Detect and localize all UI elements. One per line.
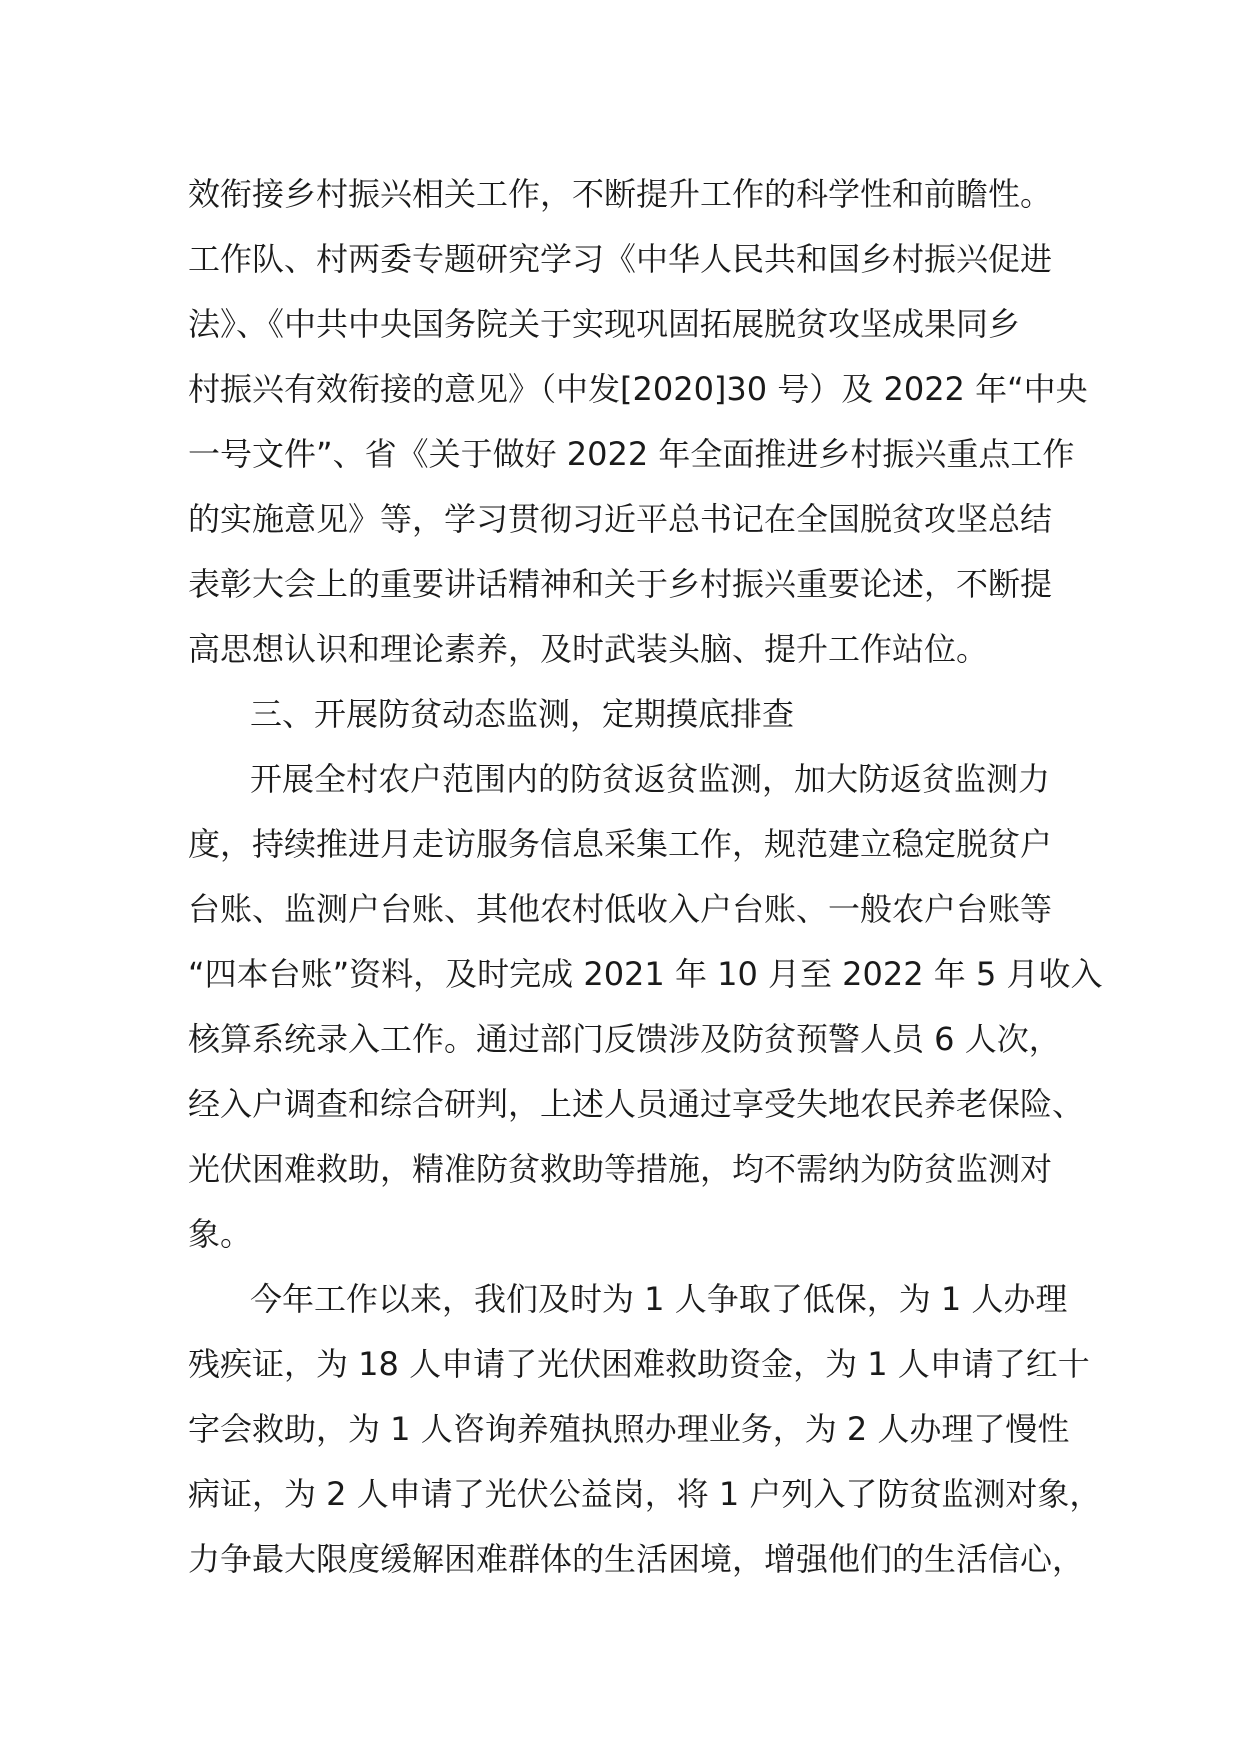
text-line: 字会救助，为 1 人咨询养殖执照办理业务，为 2 人办理了慢性 (188, 1410, 1070, 1448)
paragraph-continuation (188, 162, 1088, 682)
paragraph-assistance (188, 1267, 1102, 1592)
text-line: 法》、《中共中央国务院关于实现巩固拓展脱贫攻坚成果同乡 (188, 305, 1021, 343)
text-line: 病证，为 2 人申请了光伏公益岗，将 1 户列入了防贫监测对象， (188, 1475, 1102, 1513)
text-line: 表彰大会上的重要讲话精神和关于乡村振兴重要论述，不断提 (188, 565, 1053, 603)
text-line: 一号文件”、省《关于做好 2022 年全面推进乡村振兴重点工作 (188, 435, 1075, 473)
text-line: 今年工作以来，我们及时为 1 人争取了低保，为 1 人办理 (250, 1280, 1068, 1318)
section-heading: 三、开展防贫动态监测，定期摸底排查 (250, 695, 795, 733)
text-line: 工作队、村两委专题研究学习《中华人民共和国乡村振兴促进 (188, 240, 1053, 278)
text-line: 台账、监测户台账、其他农村低收入户台账、一般农户台账等 (188, 890, 1053, 928)
text-line: 开展全村农户范围内的防贫返贫监测，加大防返贫监测力 (250, 760, 1051, 798)
text-line: 效衔接乡村振兴相关工作，不断提升工作的科学性和前瞻性。 (188, 175, 1053, 213)
text-line: 力争最大限度缓解困难群体的生活困境，增强他们的生活信心， (188, 1540, 1085, 1578)
text-line: 核算系统录入工作。通过部门反馈涉及防贫预警人员 6 人次， (188, 1020, 1061, 1058)
text-line: 光伏困难救助，精准防贫救助等措施，均不需纳为防贫监测对 (188, 1150, 1053, 1188)
text-line: 高思想认识和理论素养，及时武装头脑、提升工作站位。 (188, 630, 989, 668)
text-line: 象。 (188, 1215, 253, 1253)
text-line: 村振兴有效衔接的意见》（中发[2020]30 号）及 2022 年“中央 (188, 370, 1088, 408)
text-line: 经入户调查和综合研判，上述人员通过享受失地农民养老保险、 (188, 1085, 1085, 1123)
paragraph-monitoring (188, 747, 1103, 1267)
text-line: 度，持续推进月走访服务信息采集工作，规范建立稳定脱贫户 (188, 825, 1053, 863)
text-line: 的实施意见》等，学习贯彻习近平总书记在全国脱贫攻坚总结 (188, 500, 1053, 538)
text-line: “四本台账”资料，及时完成 2021 年 10 月至 2022 年 5 月收入 (188, 955, 1103, 993)
text-line: 残疾证，为 18 人申请了光伏困难救助资金，为 1 人申请了红十 (188, 1345, 1090, 1383)
document-body (188, 162, 1103, 1592)
